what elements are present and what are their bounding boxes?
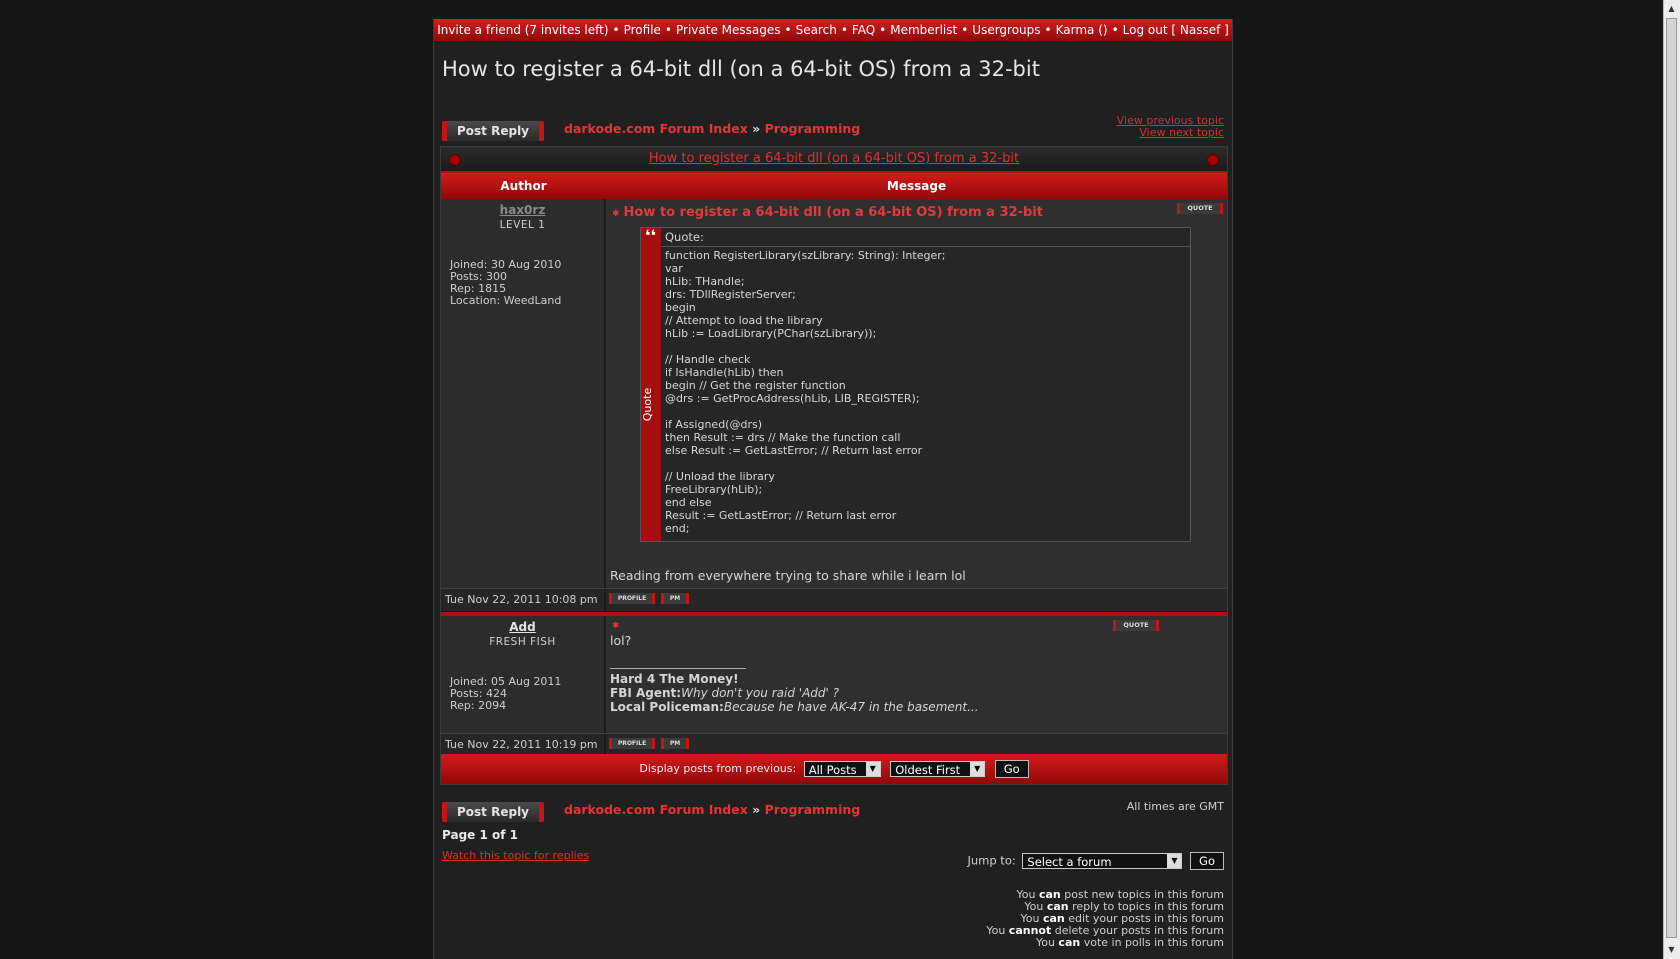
post-footer-buttons (606, 589, 1227, 611)
permission-line: You can vote in polls in this forum (1035, 936, 1224, 949)
forum-permissions (986, 889, 1224, 949)
post-date: Tue Nov 22, 2011 10:08 pm (441, 589, 606, 611)
breadcrumb-separator: » (752, 802, 761, 817)
chevron-down-icon: ▼ (866, 762, 880, 776)
username-link[interactable]: hax0rz (499, 203, 546, 217)
user-joined: Joined: 05 Aug 2011 (450, 675, 562, 688)
jump-to-label: Jump to: (967, 853, 1016, 868)
post-title-line (612, 205, 1223, 220)
permission-line: You cannot delete your posts in this forum (986, 924, 1224, 937)
post-date: Tue Nov 22, 2011 10:19 pm (441, 734, 606, 756)
post-signature: Reading from everywhere trying to share while i learn lol (610, 568, 966, 583)
breadcrumb-programming[interactable]: Programming (764, 121, 861, 136)
post-author-panel (441, 199, 606, 588)
bullet-dot-icon (1207, 154, 1219, 166)
pm-button[interactable]: PM (661, 593, 689, 604)
post-signature (610, 672, 979, 714)
username-link[interactable]: Add (509, 620, 536, 634)
nav-search[interactable]: Search (795, 23, 837, 37)
view-next-topic-link[interactable]: View next topic (1139, 126, 1224, 139)
user-stats (450, 259, 561, 307)
vertical-scrollbar[interactable] (1663, 0, 1680, 959)
post (441, 199, 1227, 588)
page-info: Page 1 of 1 (442, 828, 518, 842)
watch-topic-link[interactable]: Watch this topic for replies (442, 849, 590, 862)
nav-invite-friend[interactable]: Invite a friend (7 invites left) (437, 23, 609, 37)
user-stats (450, 676, 561, 712)
post (441, 616, 1227, 733)
post-reply-button-bottom[interactable]: Post Reply (442, 802, 544, 822)
quote-block (640, 227, 1191, 542)
nav-private-messages[interactable]: Private Messages (676, 23, 781, 37)
display-go-button[interactable]: Go (995, 760, 1029, 778)
topic-navigation (1117, 115, 1224, 139)
sig-agent-text: Why don't you raid 'Add' ? (681, 686, 840, 700)
page-container (433, 19, 1233, 959)
page-title: How to register a 64-bit dll (on a 64-bit OS) from a 32-bit (442, 57, 1040, 81)
jump-forum-value: Select a forum (1027, 855, 1112, 869)
quote-header: Quote: (661, 228, 1190, 247)
user-rank: FRESH FISH (489, 636, 556, 648)
posts-range-select[interactable] (804, 761, 881, 777)
view-previous-topic-link[interactable]: View previous topic (1116, 114, 1224, 127)
posts-range-value: All Posts (808, 763, 857, 777)
quote-mark-icon: ❛❛ (645, 226, 657, 245)
jump-forum-select[interactable] (1022, 853, 1182, 869)
scroll-down-icon[interactable]: ▼ (1668, 945, 1675, 954)
sig-police-label: Local Policeman: (610, 700, 724, 714)
quote-code: function RegisterLibrary(szLibrary: String): Integer; var hLib: THandle; drs: TDllRegisterServer; begin // Attempt to load the library hLib := LoadLibrary(PChar(szLibrary)); // Handle check if IsHandle(hLib) then begin // Get the register function @drs := GetProcAddress(hLib, LIB_REGISTER); if Assigned(@drs) then Result := drs // Make the function call else Result := GetLastError; // Return last error // Unload the library FreeLibrary(hLib); end else Result := GetLastError; // Return last error end; (665, 249, 946, 535)
nav-separator: • (664, 23, 672, 37)
breadcrumb-forum-index[interactable]: darkode.com Forum Index (564, 121, 748, 136)
scrollbar-thumb[interactable] (1666, 18, 1677, 938)
timezone-note: All times are GMT (1126, 800, 1224, 813)
nav-profile[interactable]: Profile (623, 23, 661, 37)
user-rep: Rep: 1815 (450, 282, 507, 295)
quote-button[interactable]: QUOTE (1177, 203, 1223, 214)
chevron-down-icon: ▼ (1167, 854, 1181, 868)
breadcrumb-separator: » (752, 121, 761, 136)
posts-order-select[interactable] (890, 761, 985, 777)
signature-divider (610, 668, 746, 669)
post-body: lol? (610, 633, 632, 648)
user-rep: Rep: 2094 (450, 699, 507, 712)
permission-line: You can post new topics in this forum (1016, 888, 1224, 901)
user-joined: Joined: 30 Aug 2010 (450, 258, 562, 271)
user-post-count: Posts: 424 (450, 687, 507, 700)
display-options-bar (441, 754, 1227, 784)
permission-line: You can edit your posts in this forum (1020, 912, 1224, 925)
topic-title-bar (441, 147, 1227, 173)
post-icon: ✱ (612, 621, 620, 631)
author-column-header: Author (500, 179, 547, 193)
user-post-count: Posts: 300 (450, 270, 507, 283)
quote-sidebar (641, 228, 661, 541)
nav-usergroups[interactable]: Usergroups (972, 23, 1041, 37)
breadcrumb-programming[interactable]: Programming (764, 802, 861, 817)
post-footer-buttons (606, 734, 1227, 756)
message-column-header: Message (886, 179, 947, 193)
breadcrumb (564, 121, 860, 136)
display-posts-label: Display posts from previous: (639, 762, 797, 775)
chevron-down-icon: ▼ (970, 762, 984, 776)
nav-separator: • (879, 23, 887, 37)
jump-go-button[interactable]: Go (1190, 852, 1224, 870)
permission-line: You can reply to topics in this forum (1024, 900, 1224, 913)
post-footer (441, 588, 1227, 612)
sig-agent-label: FBI Agent: (610, 686, 682, 700)
quote-button[interactable]: QUOTE (1113, 620, 1159, 631)
bullet-dot-icon (449, 154, 461, 166)
column-header (441, 173, 1227, 199)
jump-to-form (967, 852, 1224, 870)
pm-button[interactable]: PM (661, 738, 689, 749)
breadcrumb-bottom (564, 802, 860, 817)
scroll-up-icon[interactable]: ▲ (1668, 4, 1675, 13)
post-message (606, 199, 1227, 588)
user-location: Location: WeedLand (450, 294, 562, 307)
top-navigation (434, 19, 1232, 41)
profile-button[interactable]: PROFILE (609, 738, 655, 749)
post-reply-button[interactable]: Post Reply (442, 121, 544, 141)
nav-separator: • (840, 23, 848, 37)
nav-separator: • (784, 23, 792, 37)
posts-order-value: Oldest First (895, 763, 961, 777)
post-icon: ✱ (612, 209, 620, 219)
sig-line: Hard 4 The Money! (610, 672, 739, 686)
profile-button[interactable]: PROFILE (609, 593, 655, 604)
post-message (606, 616, 1227, 733)
sig-agent-line (610, 686, 979, 700)
nav-memberlist[interactable]: Memberlist (890, 23, 958, 37)
sig-police-text: Because he have AK-47 in the basement... (723, 700, 979, 714)
nav-separator: • (1044, 23, 1052, 37)
nav-separator: • (612, 23, 620, 37)
nav-faq[interactable]: FAQ (851, 23, 876, 37)
user-rank: LEVEL 1 (499, 219, 546, 231)
nav-separator: • (961, 23, 969, 37)
sig-police-line (610, 700, 979, 714)
topic-title-link[interactable]: How to register a 64-bit dll (on a 64-bit OS) from a 32-bit (648, 151, 1020, 166)
nav-logout[interactable]: Log out [ Nassef ] (1122, 23, 1229, 37)
nav-karma[interactable]: Karma () (1055, 23, 1108, 37)
post-author-panel (441, 616, 606, 733)
post-title: How to register a 64-bit dll (on a 64-bit OS) from a 32-bit (623, 205, 1043, 220)
breadcrumb-forum-index[interactable]: darkode.com Forum Index (564, 802, 748, 817)
quote-vertical-label: Quote (641, 387, 655, 422)
topic-frame (440, 146, 1228, 785)
nav-separator: • (1111, 23, 1119, 37)
